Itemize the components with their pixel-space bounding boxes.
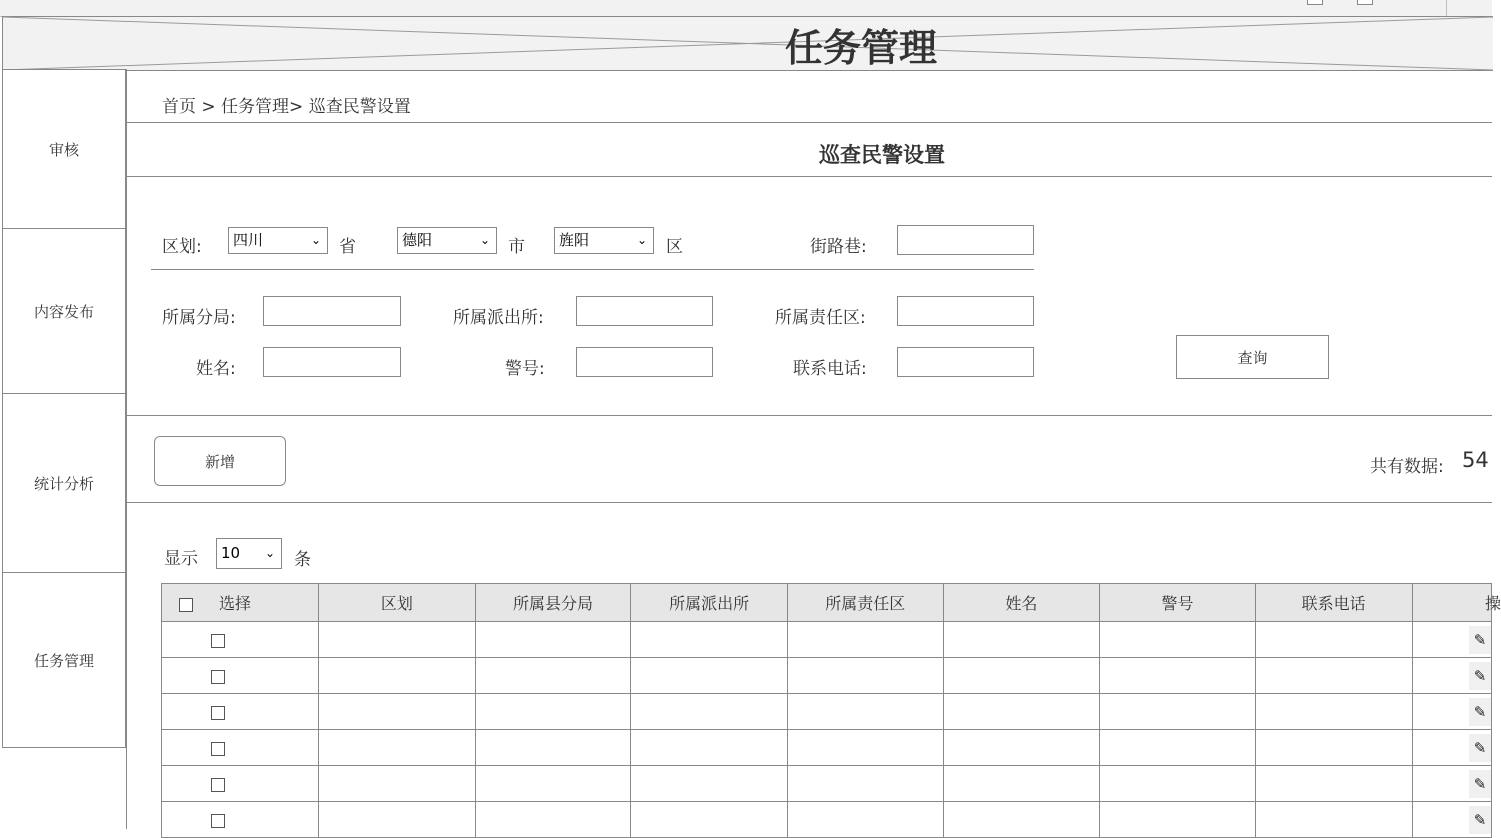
- region-label: 区划:: [162, 237, 202, 257]
- divider: [1446, 0, 1447, 16]
- city-value: 德阳: [402, 231, 433, 249]
- table-header-row: [162, 584, 1492, 622]
- select-all-checkbox[interactable]: [179, 598, 193, 612]
- pencil-icon[interactable]: ✎: [1469, 770, 1491, 798]
- row-select-cell: [162, 802, 319, 838]
- column-header-zone[interactable]: 所属责任区: [787, 584, 943, 622]
- table-cell: [319, 802, 476, 838]
- city-select[interactable]: [397, 227, 497, 254]
- row-checkbox[interactable]: [211, 814, 225, 828]
- query-button[interactable]: 查询: [1176, 335, 1329, 379]
- row-actions-cell: [1412, 802, 1492, 838]
- add-button[interactable]: 新增: [154, 436, 286, 486]
- page-size-value: 10: [221, 544, 241, 562]
- table-cell: [787, 658, 943, 694]
- divider: [151, 269, 1034, 270]
- table-cell: [475, 658, 631, 694]
- table-cell: [943, 658, 1100, 694]
- table-cell: [1100, 694, 1256, 730]
- table-cell: [1255, 622, 1412, 658]
- phone-label: 联系电话:: [793, 359, 867, 379]
- divider: [127, 122, 1492, 123]
- total-count: 54: [1462, 448, 1489, 472]
- column-header-badge[interactable]: 警号: [1100, 584, 1256, 622]
- sidebar-item-tasks[interactable]: [3, 573, 125, 747]
- breadcrumb: 首页 > 任务管理> 巡查民警设置: [162, 97, 411, 117]
- window-control-icon[interactable]: [1307, 0, 1323, 5]
- table-cell: [631, 658, 788, 694]
- table-cell: [943, 622, 1100, 658]
- pencil-icon[interactable]: ✎: [1469, 806, 1491, 834]
- row-checkbox[interactable]: [211, 670, 225, 684]
- street-label: 街路巷:: [810, 237, 867, 257]
- row-actions-cell: [1412, 694, 1492, 730]
- sidebar-item-review[interactable]: [3, 70, 125, 229]
- street-input[interactable]: [897, 225, 1034, 255]
- station-label: 所属派出所:: [453, 308, 544, 328]
- divider: [126, 69, 127, 829]
- table-cell: [631, 766, 788, 802]
- table-row: [162, 802, 1492, 838]
- table-cell: [631, 622, 788, 658]
- table-cell: [631, 694, 788, 730]
- row-select-cell: [162, 658, 319, 694]
- unit-label: 条: [294, 550, 311, 570]
- app-title: 任务管理: [784, 26, 937, 70]
- city-unit: 市: [508, 237, 525, 257]
- row-checkbox[interactable]: [211, 634, 225, 648]
- table-cell: [943, 694, 1100, 730]
- table-cell: [475, 694, 631, 730]
- row-actions-cell: [1412, 730, 1492, 766]
- table-row: [162, 622, 1492, 658]
- table-cell: [1100, 802, 1256, 838]
- divider: [127, 502, 1492, 503]
- table-cell: [1255, 766, 1412, 802]
- table-cell: [631, 802, 788, 838]
- chevron-down-icon: ⌄: [479, 233, 490, 247]
- window-top-strip: [0, 0, 1492, 17]
- table-row: [162, 730, 1492, 766]
- placeholder-cross-icon: [3, 17, 1493, 70]
- pencil-icon[interactable]: ✎: [1469, 698, 1491, 726]
- column-header-select: [162, 584, 319, 622]
- pencil-icon[interactable]: ✎: [1469, 626, 1491, 654]
- table-cell: [943, 802, 1100, 838]
- table-cell: [1255, 730, 1412, 766]
- station-input[interactable]: [576, 296, 713, 326]
- table-cell: [1255, 658, 1412, 694]
- badge-input[interactable]: [576, 347, 713, 377]
- table-cell: [319, 622, 476, 658]
- province-select[interactable]: [228, 227, 328, 254]
- province-value: 四川: [233, 231, 264, 249]
- header-banner: [2, 16, 1493, 71]
- column-header-region[interactable]: 区划: [319, 584, 476, 622]
- row-checkbox[interactable]: [211, 706, 225, 720]
- badge-label: 警号:: [505, 359, 545, 379]
- sidebar-item-label: 统计分析: [33, 474, 94, 493]
- column-header-branch[interactable]: 所属县分局: [475, 584, 631, 622]
- sidebar-item-label: 审核: [48, 140, 79, 159]
- table-row: [162, 694, 1492, 730]
- row-select-cell: [162, 622, 319, 658]
- sidebar-item-label: 内容发布: [33, 302, 94, 321]
- column-header-label: 选择: [219, 594, 252, 613]
- total-label: 共有数据:: [1370, 457, 1444, 477]
- table-cell: [475, 622, 631, 658]
- table-cell: [1255, 694, 1412, 730]
- district-unit: 区: [666, 237, 683, 257]
- table-cell: [475, 730, 631, 766]
- table-cell: [943, 766, 1100, 802]
- name-label: 姓名:: [196, 359, 236, 379]
- divider: [127, 415, 1492, 416]
- row-checkbox[interactable]: [211, 778, 225, 792]
- branch-label: 所属分局:: [162, 308, 236, 328]
- table-cell: [943, 730, 1100, 766]
- row-select-cell: [162, 730, 319, 766]
- table-cell: [1100, 622, 1256, 658]
- table-cell: [475, 766, 631, 802]
- table-cell: [787, 766, 943, 802]
- column-header-name[interactable]: 姓名: [943, 584, 1100, 622]
- pencil-icon[interactable]: ✎: [1469, 734, 1491, 762]
- table-cell: [1255, 802, 1412, 838]
- chevron-down-icon: ⌄: [636, 233, 647, 247]
- table-cell: [319, 658, 476, 694]
- table-cell: [319, 766, 476, 802]
- chevron-down-icon: ⌄: [310, 233, 321, 247]
- table-cell: [787, 622, 943, 658]
- province-unit: 省: [339, 237, 356, 257]
- zone-label: 所属责任区:: [775, 308, 866, 328]
- district-value: 旌阳: [559, 231, 590, 249]
- row-checkbox[interactable]: [211, 742, 225, 756]
- name-input[interactable]: [263, 347, 401, 377]
- table-cell: [1100, 658, 1256, 694]
- divider: [127, 176, 1492, 177]
- table-cell: [787, 802, 943, 838]
- table-cell: [319, 730, 476, 766]
- column-header-phone[interactable]: 联系电话: [1255, 584, 1412, 622]
- zone-input[interactable]: [897, 296, 1034, 326]
- row-actions-cell: [1412, 622, 1492, 658]
- table-cell: [475, 802, 631, 838]
- table-cell: [1100, 766, 1256, 802]
- phone-input[interactable]: [897, 347, 1034, 377]
- table-cell: [787, 694, 943, 730]
- table-cell: [787, 730, 943, 766]
- column-header-station[interactable]: 所属派出所: [631, 584, 788, 622]
- table-cell: [631, 730, 788, 766]
- sidebar-item-statistics[interactable]: [3, 394, 125, 573]
- table-cell: [319, 694, 476, 730]
- pencil-icon[interactable]: ✎: [1469, 662, 1491, 690]
- window-control-icon[interactable]: [1357, 0, 1373, 5]
- table-row: [162, 766, 1492, 802]
- chevron-down-icon: ⌄: [264, 546, 275, 560]
- sidebar-item-label: 任务管理: [33, 651, 94, 670]
- data-table: [161, 583, 1501, 838]
- row-actions-cell: [1412, 766, 1492, 802]
- column-header-label: 操: [1484, 594, 1501, 613]
- branch-input[interactable]: [263, 296, 401, 326]
- column-header-actions: [1412, 584, 1501, 622]
- show-label: 显示: [164, 549, 198, 569]
- district-select[interactable]: [554, 227, 654, 254]
- page-size-select[interactable]: [216, 538, 282, 569]
- row-select-cell: [162, 766, 319, 802]
- table-cell: [1100, 730, 1256, 766]
- page-title: 巡查民警设置: [819, 143, 945, 167]
- sidebar: [2, 69, 126, 748]
- sidebar-item-publish[interactable]: [3, 229, 125, 394]
- table-row: [162, 658, 1492, 694]
- table-body: [162, 622, 1492, 838]
- row-actions-cell: [1412, 658, 1492, 694]
- row-select-cell: [162, 694, 319, 730]
